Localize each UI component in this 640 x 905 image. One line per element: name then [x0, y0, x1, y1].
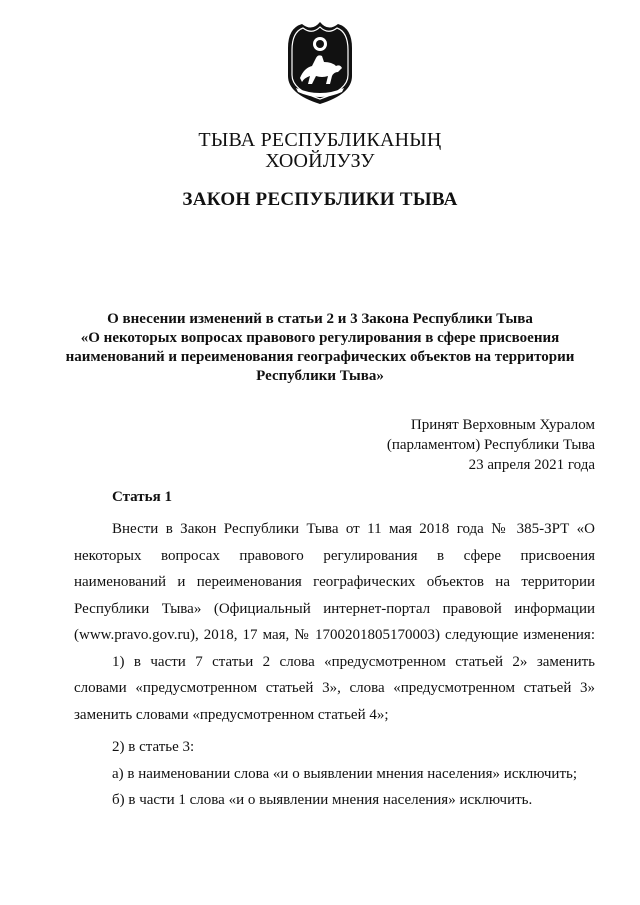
body-line: Внести в Закон Республики Тыва от 11 мая 2018 года № 385-ЗРТ «О — [112, 521, 595, 537]
adoption-line: Принят Верховным Хуралом — [410, 417, 595, 433]
body-line: словами «предусмотренном статьей 3», слова «предусмотренном статьей 3» — [74, 680, 595, 696]
body-line: Республики Тыва» (Официальный интернет-портал правовой информации — [74, 600, 595, 617]
adoption-line: (парламентом) Республики Тыва — [386, 437, 595, 453]
body-line: 1) в части 7 статьи 2 слова «предусмотренном статьей 2» заменить — [112, 653, 595, 670]
subject-line: Республики Тыва» — [256, 368, 384, 384]
adoption-note — [387, 415, 595, 475]
article-title: Статья 1 — [112, 489, 172, 505]
subject-line: О внесении изменений в статьи 2 и 3 Закона Республики Тыва — [107, 311, 533, 327]
subject-line: наименований и переименования географических объектов на территории — [65, 349, 575, 365]
body-line: (www.pravo.gov.ru), 2018, 17 мая, № 1700201805170003) следующие изменения: — [74, 627, 595, 643]
adoption-date: 23 апреля 2021 года — [468, 457, 595, 473]
subject-line: «О некоторых вопросах правового регулирования в сфере присвоения — [80, 330, 560, 346]
header-tuvan-line2: ХООЙЛУЗУ — [265, 150, 375, 172]
law-title: ЗАКОН РЕСПУБЛИКИ ТЫВА — [182, 189, 458, 210]
header-tuvan-line1: ТЫВА РЕСПУБЛИКАНЫҢ — [198, 129, 442, 151]
body-line: наименований и переименования географических объектов на территории — [74, 574, 595, 590]
article-body — [74, 516, 595, 814]
emblem-icon — [282, 18, 358, 108]
body-line: заменить словами «предусмотренном статьей 4»; — [74, 706, 389, 723]
law-subject — [60, 310, 580, 386]
body-line: б) в части 1 слова «и о выявлении мнения населения» исключить. — [112, 792, 533, 808]
body-line: а) в наименовании слова «и о выявлении мнения населения» исключить; — [112, 765, 578, 782]
body-line: некоторых вопросах правового регулирования в сфере присвоения — [74, 547, 595, 564]
body-line: 2) в статье 3: — [112, 739, 195, 755]
